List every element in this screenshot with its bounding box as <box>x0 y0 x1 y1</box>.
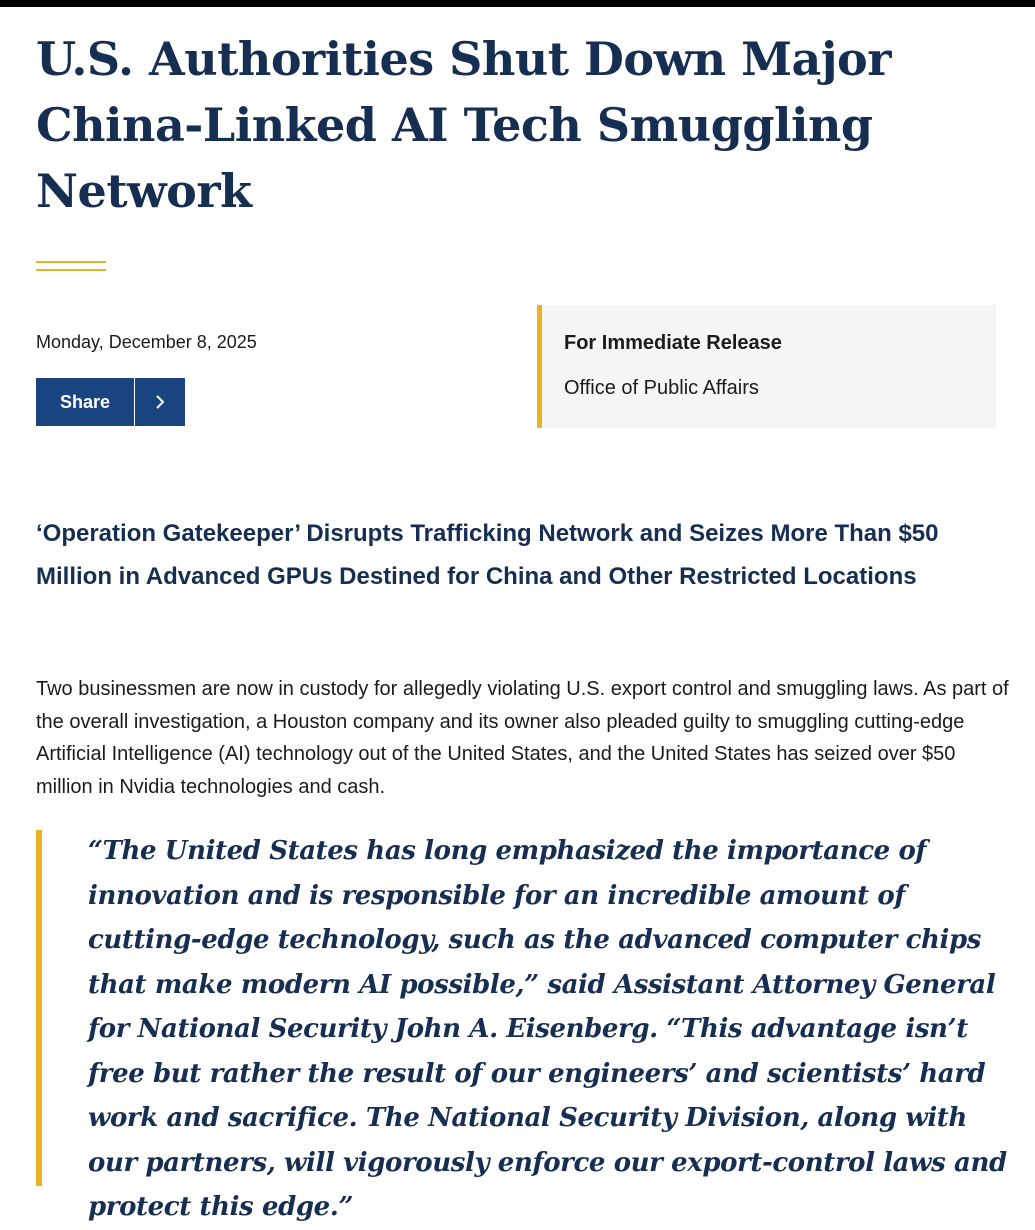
share-button[interactable] <box>36 378 185 426</box>
release-label: For Immediate Release <box>564 332 782 354</box>
article-subtitle: ‘Operation Gatekeeper’ Disrupts Trafficking Network and Seizes More Than $50 Million in Advanced GPUs Destined for China and Other Restricted Locations <box>36 520 939 590</box>
release-info-box <box>537 305 996 428</box>
top-bar <box>0 0 1035 7</box>
quote-accent-bar <box>36 830 42 1186</box>
title-underline <box>36 261 106 271</box>
chevron-right-icon[interactable] <box>135 394 185 410</box>
share-label: Share <box>59 391 111 412</box>
article-body-paragraph: Two businessmen are now in custody for allegedly violating U.S. export control and smuggling laws. As part of the overall investigation, a Houston company and its owner also pleaded guilty to smuggling cutting-edge Artificial Intelligence (AI) technology out of the United States, and the United States has seized over $50 million in Nvidia technologies and cash. <box>36 678 1009 798</box>
office-name: Office of Public Affairs <box>564 377 759 399</box>
publish-date: Monday, December 8, 2025 <box>36 332 257 352</box>
pull-quote: “The United States has long emphasized the importance of innovation and is responsible for an incredible amount of cutting-edge technology, such as the advanced computer chips that make modern AI possible,” said Assistant Attorney General for National Security John A. Eisenberg. “This advantage isn’t free but rather the result of our engineers’ and scientists’ hard work and sacrifice. The National Security Division, along with our partners, will vigorously enforce our export-control laws and protect this edge.” <box>88 836 1007 1222</box>
page-title: U.S. Authorities Shut Down Major China-Linked AI Tech Smuggling Network <box>36 32 891 218</box>
